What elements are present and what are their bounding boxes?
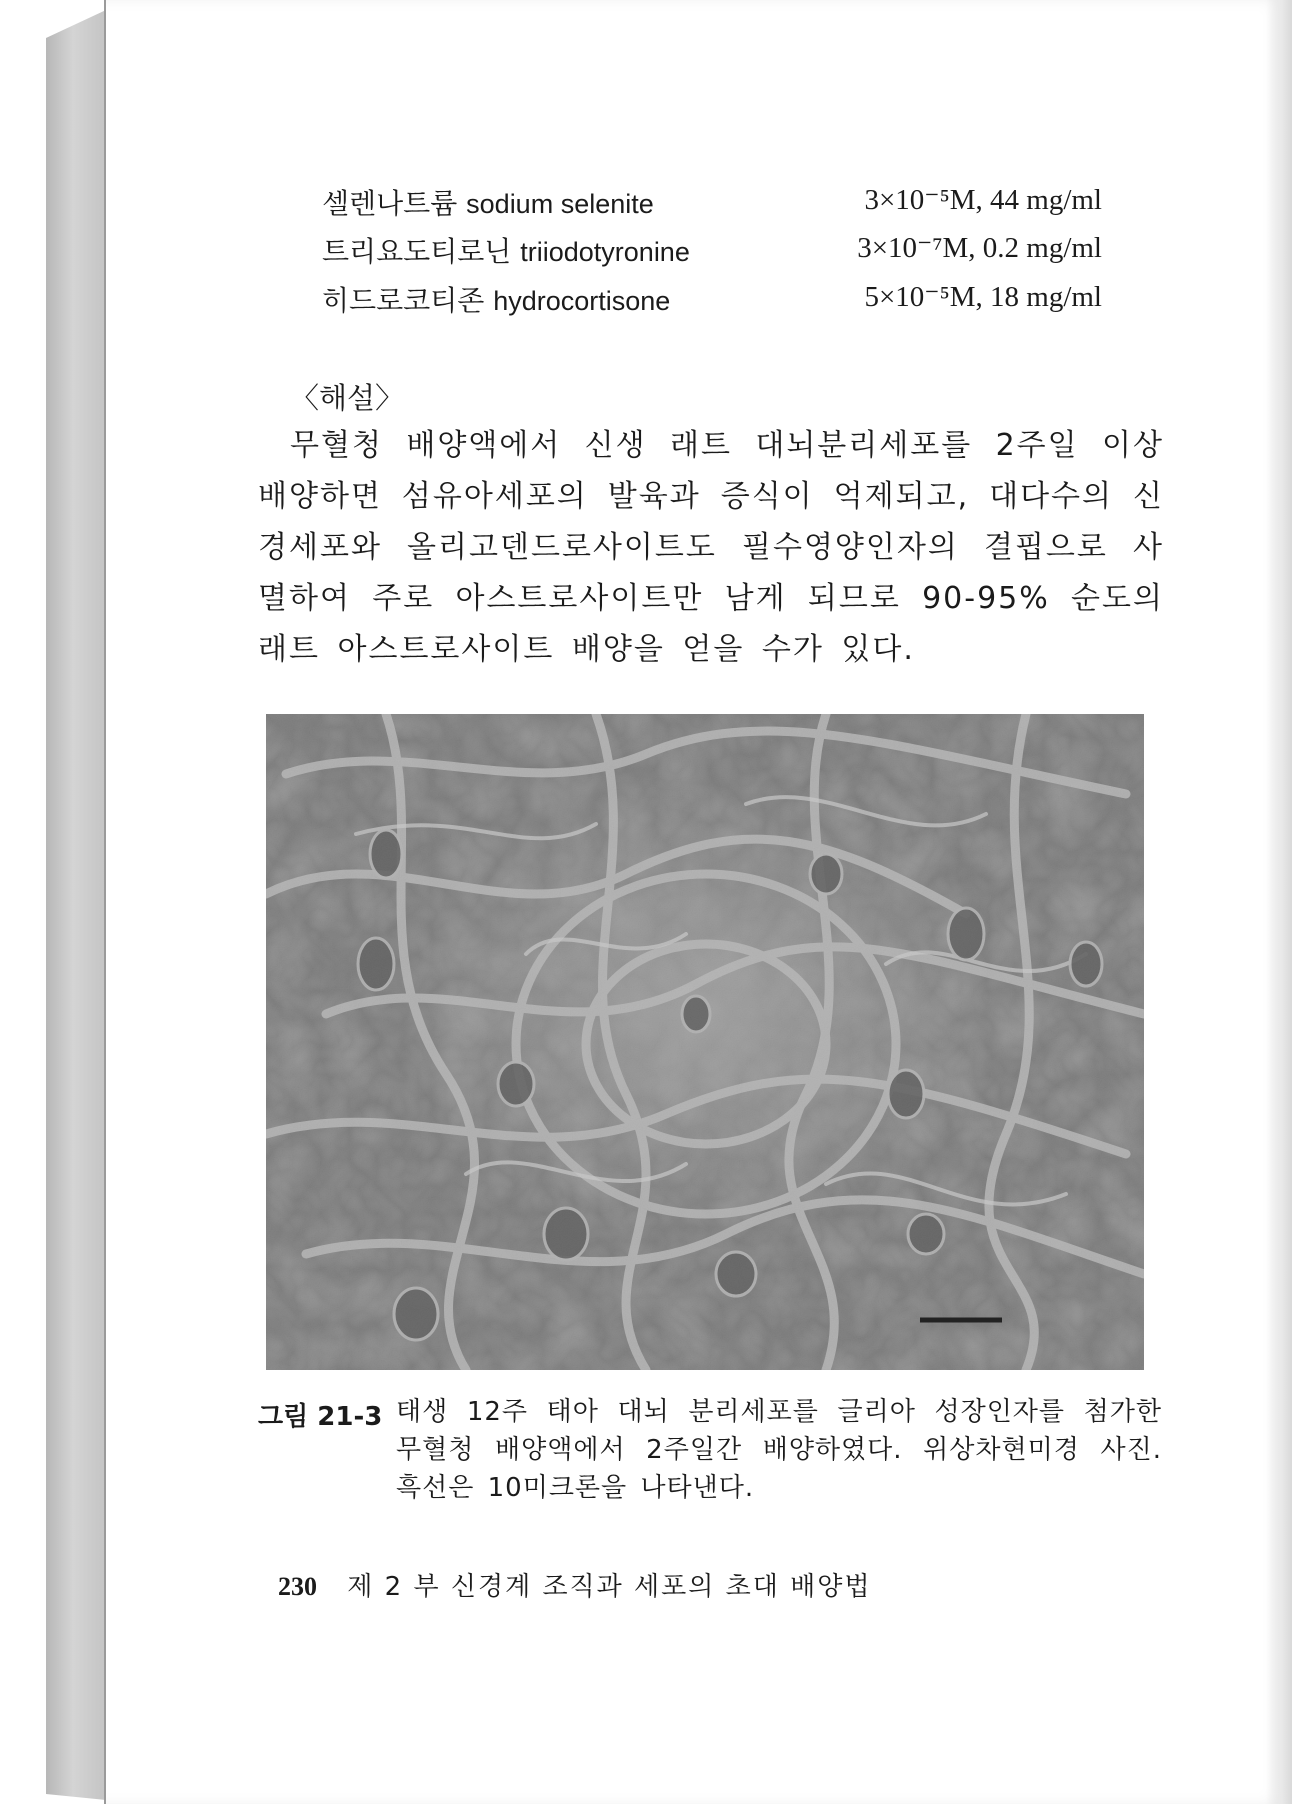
reagent-amount: 5×10⁻⁵M, 18 mg/ml bbox=[864, 281, 1102, 313]
reagent-name-korean: 셀렌나트륨 bbox=[322, 187, 458, 220]
commentary-heading: 〈해설〉 bbox=[290, 381, 405, 415]
running-title: 제 2 부 신경계 조직과 세포의 초대 배양법 bbox=[347, 1572, 872, 1602]
page-footer bbox=[278, 1566, 872, 1603]
reagent-row bbox=[322, 182, 1102, 226]
reagent-name bbox=[322, 182, 654, 222]
commentary-body: 무혈청 배양액에서 신생 래트 대뇌분리세포를 2주일 이상 배양하면 섬유아세포의 발육과 증식이 억제되고, 대다수의 신경세포와 올리고덴드로사이트도 필수영양인자의 결핍으로 사멸하여 주로 아스트로사이트만 남게 되므로 90-95% 순도의 래트 아스트로사이트 배양을 얻을 수가 있다. bbox=[258, 428, 1164, 667]
page-edge-shadow bbox=[1266, 0, 1292, 1804]
reagent-name bbox=[322, 279, 670, 319]
reagent-name-korean: 히드로코티존 bbox=[322, 284, 485, 317]
reagent-amount: 3×10⁻⁷M, 0.2 mg/ml bbox=[857, 232, 1102, 264]
figure-label: 그림 21-3 bbox=[258, 1402, 383, 1432]
reagent-name-korean: 트리요도티로닌 bbox=[322, 235, 512, 268]
reagent-name bbox=[322, 230, 690, 270]
figure-caption: 태생 12주 태아 대뇌 분리세포를 글리아 성장인자를 첨가한 무혈청 배양액에서 2주일간 배양하였다. 위상차현미경 사진. 흑선은 10미크론을 나타낸다. bbox=[396, 1397, 1162, 1503]
reagent-name-english: triiodotyronine bbox=[520, 237, 690, 267]
reagent-amount: 3×10⁻⁵M, 44 mg/ml bbox=[864, 184, 1102, 216]
reagent-row bbox=[322, 230, 1102, 274]
reagent-name-english: hydrocortisone bbox=[493, 286, 671, 316]
reagent-row bbox=[322, 279, 1102, 323]
page-number: 230 bbox=[278, 1572, 317, 1601]
micrograph-image bbox=[266, 714, 1144, 1370]
book-spine bbox=[46, 10, 106, 1800]
reagent-name-english: sodium selenite bbox=[466, 189, 654, 219]
